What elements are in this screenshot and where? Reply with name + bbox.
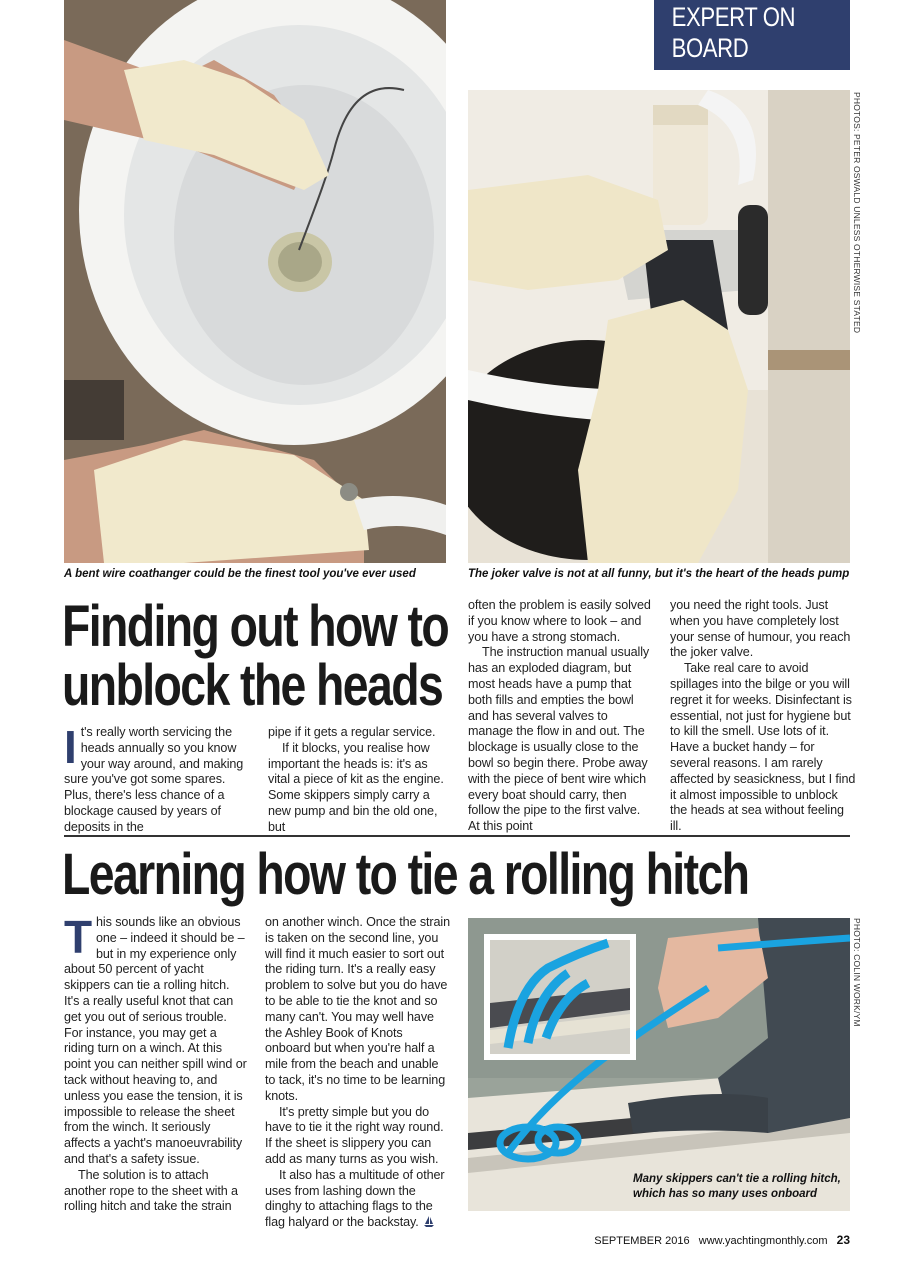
- article1-column-2: [268, 725, 450, 836]
- photo-toilet-bowl: [64, 0, 446, 563]
- article1-column-4: [670, 598, 856, 835]
- footer-issue: SEPTEMBER 2016: [594, 1235, 690, 1247]
- joker-valve-illustration: [468, 90, 850, 563]
- article1-headline-line2: unblock the heads: [62, 653, 443, 718]
- page-footer: [594, 1233, 850, 1247]
- rolling-hitch-illustration: [468, 918, 850, 1211]
- article1-col3-p1: often the problem is easily solved if you know where to look – and you have a strong stomach.: [468, 598, 651, 644]
- photo-joker-valve: [468, 90, 850, 563]
- page-number: 23: [836, 1233, 850, 1247]
- caption-left: A bent wire coathanger could be the finest tool you've ever used: [64, 568, 416, 580]
- end-mark-sail-icon: [424, 1216, 434, 1227]
- article2-column-2: [265, 915, 451, 1231]
- article1-col1-text: t's really worth servicing the heads annually so you know your way around, and making sure you've got some spares. Plus, there's less chance of a blockage caused by years of deposits in the: [64, 725, 244, 834]
- footer-url[interactable]: www.yachtingmonthly.com: [698, 1235, 828, 1247]
- photo-credit-top: PHOTOS: PETER OSWALD UNLESS OTHERWISE STATED: [852, 92, 862, 334]
- article2-col1-p2: The solution is to attach another rope to the sheet with a rolling hitch and take the strain: [64, 1167, 238, 1214]
- article2-col2-p3: It also has a multitude of other uses from lashing down the dinghy to attaching flags to the flag halyard or the backstay.: [265, 1167, 445, 1230]
- toilet-bowl-illustration: [64, 0, 446, 563]
- article1-col2-p2: If it blocks, you realise how important the heads is: it's as vital a piece of kit as the engine. Some skippers simply carry a new pump and bin the old one, but: [268, 740, 444, 834]
- article1-col4-p1: you need the right tools. Just when you have completely lost your sense of humour, you reach the joker valve.: [670, 598, 851, 660]
- caption-right: The joker valve is not at all funny, but it's the heart of the heads pump: [468, 568, 850, 580]
- article2-col1-p1: his sounds like an obvious one – indeed it should be – but in my experience only about 50 percent of yacht skippers can tie a rolling hitch. It's a really useful knot that can get you out of serious trouble. For instance, you may get a riding turn on a winch. At this point you can neither spill wind or tack without heaving to, and unless you ease the tension, it is impossible to release the sheet from the winch. It seriously affects a yacht's manoeuvrability and that's a safety issue.: [64, 915, 247, 1166]
- article2-headline: Learning how to tie a rolling hitch: [62, 842, 749, 907]
- article1-col3-p2: The instruction manual usually has an exploded diagram, but most heads have a pump that both fills and empties the bowl and has several valves to manage the flow in and out. The blockage is usually close to the bowl so begin there. Probe away with the piece of bent wire which every boat should carry, then follow the pipe to the first valve. At this point: [468, 645, 650, 834]
- section-divider: [64, 835, 850, 837]
- section-tag: EXPERT ON BOARD: [654, 0, 850, 70]
- photo-credit-bottom: PHOTO: COLIN WORK/YM: [852, 918, 862, 1027]
- article1-col4-p2: Take real care to avoid spillages into the bilge or you will regret it for weeks. Disinfectant is essential, not just for hygiene but to kill the smell. Use lots of it. Have a bucket handy – for several reasons. I am rarely affected by seasickness, but I find it almost impossible to unblock the heads at sea without feeling ill.: [670, 661, 856, 834]
- article1-col2-p1: pipe if it gets a regular service.: [268, 725, 436, 739]
- article1-headline-line1: Finding out how to: [62, 594, 449, 659]
- article2-column-1: [64, 911, 248, 1215]
- article2-dropcap: T: [64, 911, 92, 963]
- photo-rolling-hitch: [468, 918, 850, 1211]
- article1-column-3: [468, 598, 652, 835]
- article1-dropcap: I: [64, 721, 77, 773]
- article2-col2-p2: It's pretty simple but you do have to tie it the right way round. If the sheet is slippery you can add as many turns as you wish.: [265, 1104, 444, 1166]
- caption-knot: Many skippers can't tie a rolling hitch, which has so many uses onboard: [633, 1173, 841, 1200]
- article2-col2-p1: on another winch. Once the strain is taken on the second line, you will find it much easier to sort out the riding turn. It's a really easy problem to solve but you do have to be able to tie the knot and so many can't. You may well have the Ashley Book of Knots onboard but when you're half a mile from the beach and unable to tack, it's no time to be learning knots.: [265, 915, 451, 1103]
- article1-column-1: [64, 721, 246, 836]
